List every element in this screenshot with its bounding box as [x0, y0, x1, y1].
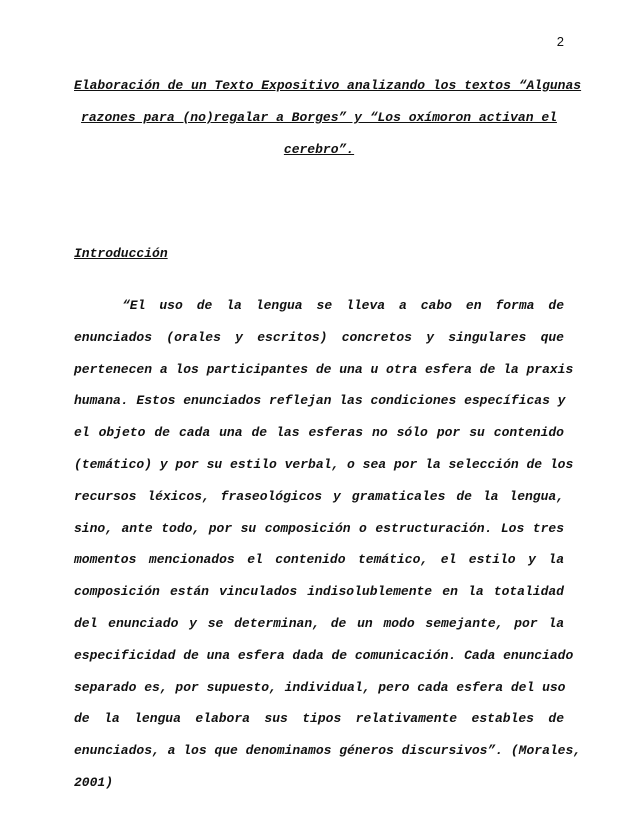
paragraph-line: del enunciado y se determinan, de un modo semejante, por la	[74, 615, 564, 631]
paragraph-line: enunciados, a los que denominamos géneros discursivos”. (Morales,	[74, 743, 582, 759]
title-line: cerebro”.	[283, 142, 355, 157]
paragraph-line: 2001)	[74, 774, 114, 790]
paragraph-line: especificidad de una esfera dada de comunicación. Cada enunciado	[74, 647, 574, 663]
title-line: Elaboración de un Texto Expositivo analizando los textos “Algunas	[74, 78, 582, 93]
paragraph-line: composición están vinculados indisolublemente en la totalidad	[74, 584, 564, 600]
paragraph-line: enunciados (orales y escritos) concretos y singulares que	[74, 329, 564, 345]
paragraph-line: de la lengua elabora sus tipos relativamente estables de	[74, 711, 564, 727]
paragraph-line: momentos mencionados el contenido temático, el estilo y la	[74, 552, 564, 568]
introduction-paragraph	[74, 290, 582, 799]
paragraph-line: (temático) y por su estilo verbal, o sea por la selección de los	[74, 456, 574, 472]
page-number: 2	[556, 34, 564, 49]
paragraph-line: el objeto de cada una de las esferas no sólo por su contenido	[74, 425, 564, 441]
document-title	[74, 70, 582, 166]
paragraph-line: sino, ante todo, por su composición o estructuración. Los tres	[74, 520, 564, 536]
title-line: razones para (no)regalar a Borges” y “Los oxímoron activan el	[81, 110, 557, 125]
section-heading-introduccion: Introducción	[74, 246, 168, 261]
paragraph-line: pertenecen a los participantes de una u otra esfera de la praxis	[74, 361, 574, 377]
paragraph-line: separado es, por supuesto, individual, pero cada esfera del uso	[74, 679, 566, 695]
paragraph-line: recursos léxicos, fraseológicos y gramaticales de la lengua,	[74, 488, 564, 504]
paragraph-line: humana. Estos enunciados reflejan las condiciones específicas y	[74, 393, 566, 409]
paragraph-line: “El uso de la lengua se lleva a cabo en forma de	[122, 298, 564, 313]
